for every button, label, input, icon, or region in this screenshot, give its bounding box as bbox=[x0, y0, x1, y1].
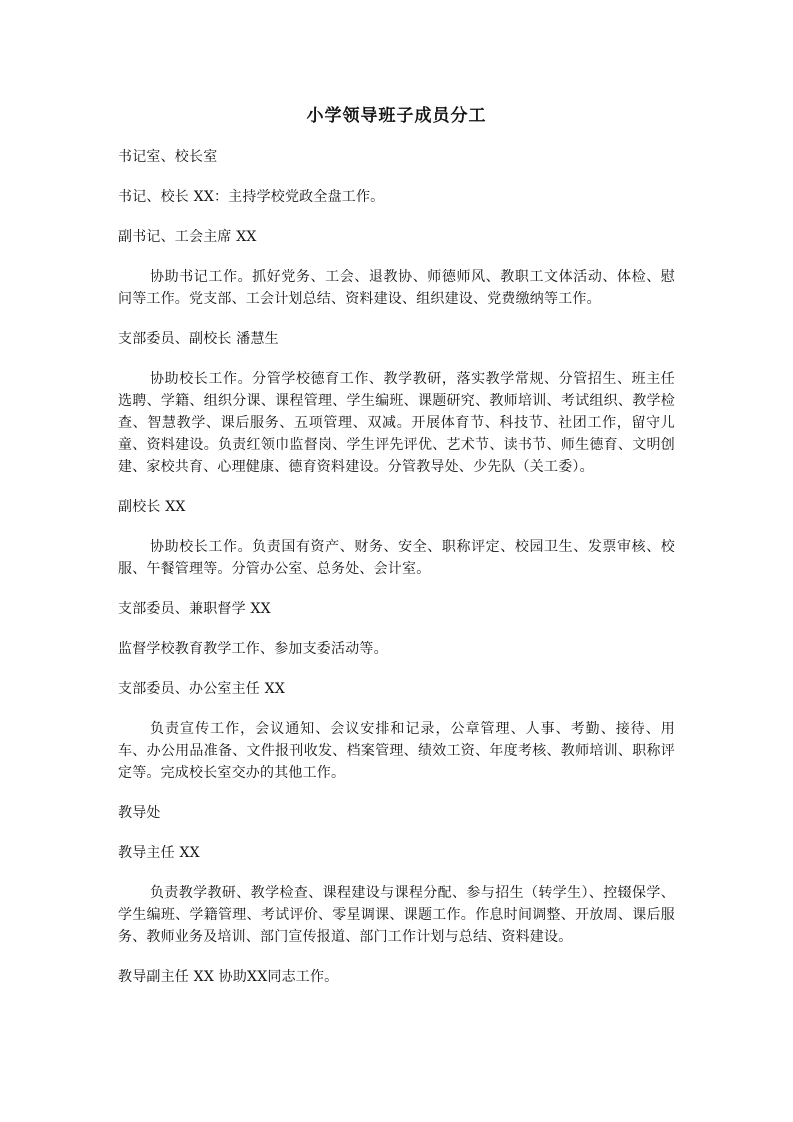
duty-inspector: 监督学校教育教学工作、参加支委活动等。 bbox=[118, 641, 388, 657]
section-heading-teaching: 教导处 bbox=[118, 805, 161, 821]
duty-teaching-director: 负责教学教研、教学检查、课程建设与课程分配、参与招生（转学生）、控辍保学、学生编班、学籍管理、考试评价、零星调课、课题工作。作息时间调整、开放周、课后服务、教师业务及培训、部门宣传报道、部门工作计划与总结、资料建设。 bbox=[118, 885, 675, 945]
role-vice-principal-pan: 支部委员、副校长 潘慧生 bbox=[118, 331, 279, 347]
role-teaching-deputy-director: 教导副主任 XX 协助XX同志工作。 bbox=[118, 969, 339, 985]
role-secretary-principal: 书记、校长 XX：主持学校党政全盘工作。 bbox=[118, 189, 385, 205]
role-vice-principal: 副校长 XX bbox=[118, 499, 186, 515]
duty-vice-principal: 协助校长工作。负责国有资产、财务、安全、职称评定、校园卫生、发票审核、校服、午餐管理等。分管办公室、总务处、会计室。 bbox=[118, 539, 675, 577]
role-deputy-secretary: 副书记、工会主席 XX bbox=[118, 229, 257, 245]
document-title: 小学领导班子成员分工 bbox=[306, 106, 487, 126]
section-heading-office: 书记室、校长室 bbox=[118, 149, 218, 165]
duty-deputy-secretary: 协助书记工作。抓好党务、工会、退教协、师德师风、教职工文体活动、体检、慰问等工作。党支部、工会计划总结、资料建设、组织建设、党费缴纳等工作。 bbox=[118, 269, 675, 307]
duty-vice-principal-pan: 协助校长工作。分管学校德育工作、教学教研，落实教学常规、分管招生、班主任选聘、学籍、组织分课、课程管理、学生编班、课题研究、教师培训、考试组织、教学检查、智慧教学、课后服务、五项管理、双减。开展体育节、科技节、社团工作，留守儿童、资料建设。负责红领巾监督岗、学生评先评优、艺术节、读书节、师生德育、文明创建、家校共育、心理健康、德育资料建设。分管教导处、少先队（关工委）。 bbox=[118, 371, 675, 475]
role-office-director: 支部委员、办公室主任 XX bbox=[118, 681, 285, 697]
role-inspector: 支部委员、兼职督学 XX bbox=[118, 601, 271, 617]
role-teaching-director: 教导主任 XX bbox=[118, 845, 200, 861]
duty-office-director: 负责宣传工作，会议通知、会议安排和记录，公章管理、人事、考勤、接待、用车、办公用品准备、文件报刊收发、档案管理、绩效工资、年度考核、教师培训、职称评定等。完成校长室交办的其他工作。 bbox=[118, 721, 675, 781]
